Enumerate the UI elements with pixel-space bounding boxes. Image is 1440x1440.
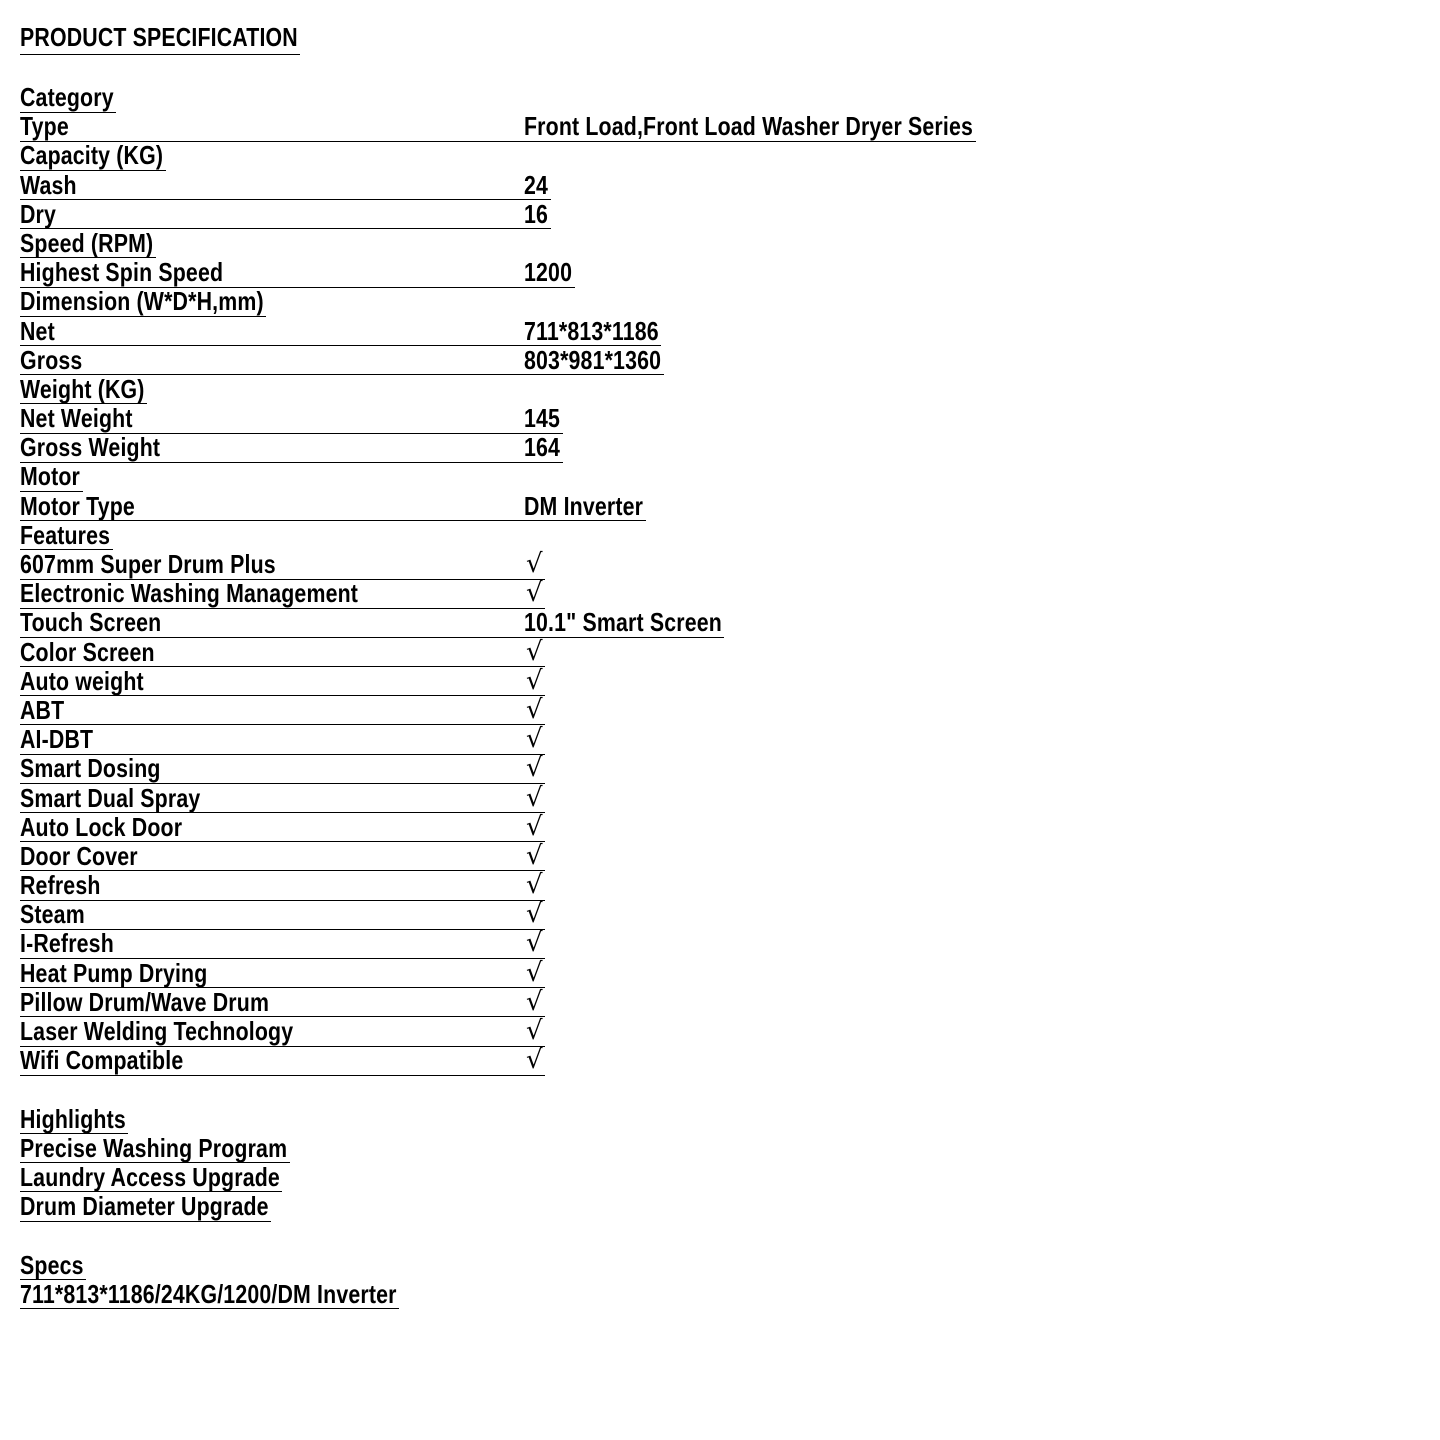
spec-label [20, 840, 524, 872]
spec-label [20, 755, 524, 784]
check-mark-icon [524, 930, 545, 959]
spec-value [524, 490, 646, 522]
spec-value-text: √ [526, 782, 543, 813]
spec-label-text: Pillow Drum/Wave Drum [20, 986, 270, 1017]
spec-label [20, 901, 524, 930]
spec-row [20, 755, 1420, 784]
spec-value-text: √ [526, 549, 543, 579]
check-mark-icon [524, 957, 545, 989]
spec-label [20, 930, 524, 959]
spec-label-text: Auto weight [20, 665, 144, 696]
spec-section-row [20, 519, 1420, 551]
spec-value-text: √ [526, 1016, 543, 1046]
spec-label-text: Wash [20, 169, 77, 200]
spec-row [20, 930, 1420, 959]
spec-label-text: Net [20, 315, 55, 346]
spec-value-text: √ [526, 928, 543, 959]
spec-label [20, 986, 524, 1018]
spec-label-text: 607mm Super Drum Plus [20, 549, 276, 579]
spec-section-row [20, 373, 1420, 405]
spec-row [20, 782, 1420, 814]
spec-section-row [20, 463, 1420, 492]
spec-value [524, 609, 724, 638]
spec-value-text: 16 [524, 198, 549, 229]
spec-label [20, 580, 524, 609]
spec-section-label [20, 288, 266, 317]
spec-row [20, 113, 1420, 142]
spec-value [524, 113, 976, 142]
spec-label [20, 169, 524, 201]
spec-label-text: I-Refresh [20, 928, 114, 959]
check-mark-icon [524, 665, 545, 697]
highlight-item [20, 1193, 1420, 1222]
spec-value-text: √ [526, 636, 543, 667]
spec-label-text: ABT [20, 694, 65, 725]
spec-value [524, 405, 563, 434]
highlights-list [20, 1132, 1420, 1223]
spec-section-label [20, 142, 166, 171]
spec-label-text: Gross [20, 344, 83, 375]
specs-heading [20, 1249, 86, 1281]
spec-value-text: 1200 [524, 257, 573, 288]
specs-heading-text: Specs [20, 1249, 84, 1280]
spec-label-text: Door Cover [20, 840, 138, 871]
specs-value [20, 1278, 399, 1310]
check-mark-icon [524, 551, 545, 580]
spec-value [524, 198, 551, 230]
spec-value-text: √ [526, 665, 543, 696]
spec-label-text: Smart Dual Spray [20, 782, 201, 813]
spec-label-text: Type [20, 111, 69, 142]
spec-label-text: Touch Screen [20, 607, 162, 638]
check-mark-icon [524, 580, 545, 609]
spec-value-text: √ [526, 840, 543, 871]
spec-row [20, 986, 1420, 1018]
spec-row [20, 1018, 1420, 1047]
spec-label-text: Gross Weight [20, 432, 161, 463]
spec-row [20, 694, 1420, 726]
spec-row [20, 957, 1420, 989]
spec-label-text: Wifi Compatible [20, 1045, 184, 1076]
highlight-item [20, 1132, 1420, 1164]
spec-value-text: √ [526, 724, 543, 755]
highlight-item-text: Precise Washing Program [20, 1132, 288, 1163]
spec-label [20, 609, 524, 638]
spec-row [20, 490, 1420, 522]
spec-table [20, 84, 1420, 1076]
spec-value-text: 10.1" Smart Screen [524, 607, 722, 638]
spec-section-label [20, 227, 156, 259]
highlights-heading-row [20, 1103, 1420, 1135]
spec-section-label [20, 463, 83, 492]
spec-row [20, 901, 1420, 930]
spec-label [20, 694, 524, 726]
spec-label [20, 665, 524, 697]
spec-value-text: 711*813*1186 [524, 315, 659, 346]
check-mark-icon [524, 1047, 545, 1076]
highlight-item-underline [20, 1193, 271, 1222]
highlight-item [20, 1161, 1420, 1193]
spec-value-text: DM Inverter [524, 490, 644, 521]
spec-section-row [20, 288, 1420, 317]
check-mark-icon [524, 1018, 545, 1047]
spec-label [20, 811, 524, 843]
spec-label-text: Speed (RPM) [20, 227, 154, 258]
spec-value [524, 169, 551, 201]
spec-label [20, 434, 524, 463]
spec-row [20, 259, 1420, 288]
check-mark-icon [524, 872, 545, 901]
spec-section-row [20, 84, 1420, 113]
spec-label [20, 344, 524, 376]
spec-label-text: Capacity (KG) [20, 140, 164, 171]
spec-label-text: Refresh [20, 870, 101, 901]
spec-row [20, 609, 1420, 638]
spec-label [20, 782, 524, 814]
highlights-heading [20, 1103, 128, 1135]
spec-value [524, 434, 563, 463]
spec-value [524, 259, 575, 288]
section-gap [20, 1076, 1420, 1105]
spec-label-text: Motor [20, 461, 81, 492]
spec-row [20, 872, 1420, 901]
spec-value-text: 145 [524, 403, 561, 434]
specs-section [20, 1249, 1420, 1310]
spec-value-text: 164 [524, 432, 561, 463]
spec-row [20, 840, 1420, 872]
spec-label-text: Highest Spin Speed [20, 257, 224, 288]
specs-heading-row [20, 1249, 1420, 1281]
page-title [20, 24, 300, 55]
spec-row [20, 344, 1420, 376]
highlight-item-underline [20, 1161, 282, 1193]
section-gap [20, 1222, 1420, 1251]
spec-value-text: Front Load,Front Load Washer Dryer Series [524, 111, 974, 142]
spec-value [524, 315, 661, 347]
spec-row [20, 811, 1420, 843]
highlight-item-text: Drum Diameter Upgrade [20, 1191, 269, 1222]
spec-label-text: Color Screen [20, 636, 155, 667]
spec-row [20, 169, 1420, 201]
spec-section-label [20, 519, 113, 551]
spec-label-text: Auto Lock Door [20, 811, 183, 842]
spec-label-text: Dry [20, 198, 57, 229]
spec-label [20, 198, 524, 230]
spec-value-text: 24 [524, 169, 549, 200]
page-title-text: PRODUCT SPECIFICATION [20, 22, 298, 52]
spec-value-text: √ [526, 753, 543, 784]
check-mark-icon [524, 901, 545, 930]
spec-label [20, 636, 524, 668]
spec-value-text: √ [526, 870, 543, 901]
spec-label-text: AI-DBT [20, 724, 94, 755]
spec-label-text: Net Weight [20, 403, 133, 434]
spec-label [20, 113, 524, 142]
spec-row [20, 551, 1420, 580]
spec-row [20, 198, 1420, 230]
spec-label [20, 405, 524, 434]
spec-label [20, 957, 524, 989]
spec-label [20, 1018, 524, 1047]
spec-label-text: Features [20, 519, 111, 550]
spec-value-text: √ [526, 986, 543, 1017]
spec-section-label [20, 373, 147, 405]
specs-value-text: 711*813*1186/24KG/1200/DM Inverter [20, 1278, 397, 1309]
check-mark-icon [524, 782, 545, 814]
spec-label [20, 315, 524, 347]
spec-row [20, 636, 1420, 668]
spec-section-row [20, 227, 1420, 259]
spec-label-text: Motor Type [20, 490, 135, 521]
spec-value-text: √ [526, 811, 543, 842]
spec-label [20, 872, 524, 901]
check-mark-icon [524, 840, 545, 872]
spec-value-text: √ [526, 694, 543, 725]
spec-value-text: √ [526, 578, 543, 609]
check-mark-icon [524, 755, 545, 784]
check-mark-icon [524, 811, 545, 843]
spec-label [20, 259, 524, 288]
highlight-item-underline [20, 1132, 290, 1164]
spec-row [20, 1047, 1420, 1076]
spec-row [20, 665, 1420, 697]
spec-row [20, 580, 1420, 609]
spec-section-label [20, 84, 116, 113]
check-mark-icon [524, 986, 545, 1018]
highlights-heading-text: Highlights [20, 1103, 126, 1134]
spec-label-text: Heat Pump Drying [20, 957, 208, 988]
spec-label-text: Electronic Washing Management [20, 578, 359, 609]
highlights-section [20, 1103, 1420, 1223]
spec-label-text: Steam [20, 899, 85, 930]
spec-label-text: Weight (KG) [20, 373, 145, 404]
check-mark-icon [524, 726, 545, 755]
spec-label [20, 551, 524, 580]
spec-label [20, 490, 524, 522]
spec-label-text: Dimension (W*D*H,mm) [20, 286, 264, 317]
spec-value-text: √ [526, 1045, 543, 1076]
spec-row [20, 315, 1420, 347]
spec-label [20, 726, 524, 755]
spec-section-row [20, 142, 1420, 171]
spec-value-text: √ [526, 899, 543, 930]
spec-row [20, 405, 1420, 434]
spec-label-text: Smart Dosing [20, 753, 161, 784]
spec-label-text: Laser Welding Technology [20, 1016, 294, 1046]
check-mark-icon [524, 694, 545, 726]
highlight-item-text: Laundry Access Upgrade [20, 1161, 280, 1192]
specs-value-row [20, 1278, 1420, 1310]
spec-value-text: √ [526, 957, 543, 988]
spec-label [20, 1047, 524, 1076]
spec-row [20, 434, 1420, 463]
spec-value-text: 803*981*1360 [524, 344, 662, 375]
spec-value [524, 344, 664, 376]
spec-row [20, 726, 1420, 755]
spec-document [20, 24, 1420, 1310]
spec-label-text: Category [20, 82, 114, 112]
check-mark-icon [524, 636, 545, 668]
